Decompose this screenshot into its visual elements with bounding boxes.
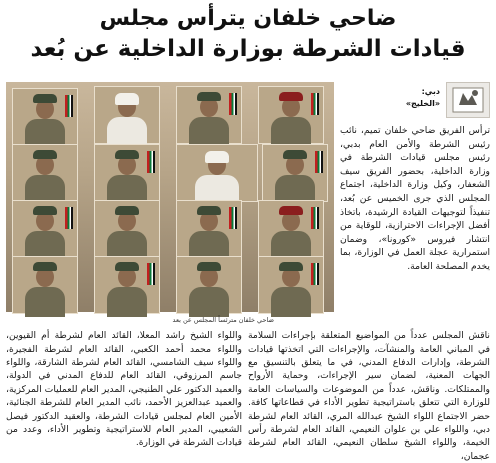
participant-tile [176,200,242,258]
lead-paragraph: ترأس الفريق ضاحي خلفان تميم، نائب رئيس الشرطة والأمن العام بدبي، رئيس مجلس قيادات الشرطة في وزارة الداخلية، بحضور الفريق سيف الشعفار، وكيل وزارة الداخلية، اجتماع المجلس الذي جرى الخميس عن بُعد، تنفيذاً لتوجيهات القيادة الرشيدة، باتخاذ أفضل الإجراءات الاحترازية، للوقاية من انتشار فيروس «كورونا»، وضمان استمرارية عجلة العمل في الوزارة، بما يخدم المصلحة العامة. [340,125,490,272]
participant-tile [262,144,328,202]
participant-tile [94,256,160,314]
participant-tile [12,144,78,202]
participant-tile [258,200,324,258]
participant-tile [94,86,160,144]
participant-tile [176,144,258,202]
newspaper-logo-icon [446,82,490,118]
participant-tile [94,200,160,258]
dateline-source: «الخليج» [405,99,440,108]
photo-caption: ضاحي خلفان مترئساً المجلس عن بعد [172,316,274,324]
participant-tile [176,256,242,314]
participant-tile [12,88,78,146]
article-bottom-right-column [248,320,490,462]
participant-tile [258,256,324,314]
bottom-left-paragraph: واللواء الشيخ راشد المعلا، القائد العام لشرطة أم القيوين، واللواء محمد أحمد الكعبي، القائد العام لشرطة الفجيرة، واللواء سيف الشامسي، القائد العام لشرطة الشارقة، واللواء جاسم المرزوقي، القائد العام للدفاع المدني في الدولة، والعميد الدكتور علي الطنيجي، المدير العام للعمليات المركزية، والعميد عبدالعزيز الأحمد، نائب المدير العام للشرطة الجنائية، الأمين العام لمجلس قيادات الشرطة، والعقيد الدكتور فيصل الشعيبي، المدير العام للاستراتيجية وتطوير الأداء، وعدد من قيادات الشرطة في الوزارة. [6,330,242,449]
article-bottom-left-column [6,320,242,449]
bottom-right-paragraph: ناقش المجلس عدداً من المواضيع المتعلقة بإجراءات السلامة في المباني العامة والمنشآت، والإجراءات التي اتخذتها قيادات الشرطة، وإدارات الدفاع المدني، في ما يتعلق بالتنسيق مع الجهات المعنية، لضمان سير الإجراءات، وحماية الأرواح والممتلكات. وناقش، عدداً من الموضوعات والسياسات العامة للوزارة التي تتعلق باستراتيجية تطوير الأداء في قطاعاتها كافة. حضر الاجتماع اللواء الشيخ عبدالله المري، القائد العام لشرطة دبي، واللواء علي بن علوان النعيمي، القائد العام لشرطة رأس الخيمة، واللواء الشيخ سلطان النعيمي، القائد العام لشرطة عجمان، [248,330,490,462]
participant-tile [176,86,242,144]
headline-line-1: ضاحي خلفان يترأس مجلس [99,6,397,31]
participant-tile [258,86,324,144]
article-lead-column [340,124,490,314]
video-conference-photo [6,82,334,312]
participant-tile [12,200,78,258]
participant-tile [94,144,160,202]
dateline [340,86,440,114]
headline-line-2: قيادات الشرطة بوزارة الداخلية عن بُعد [30,36,466,62]
participant-tile [12,256,78,314]
headline [0,4,496,64]
dateline-city: دبي: [421,87,440,96]
